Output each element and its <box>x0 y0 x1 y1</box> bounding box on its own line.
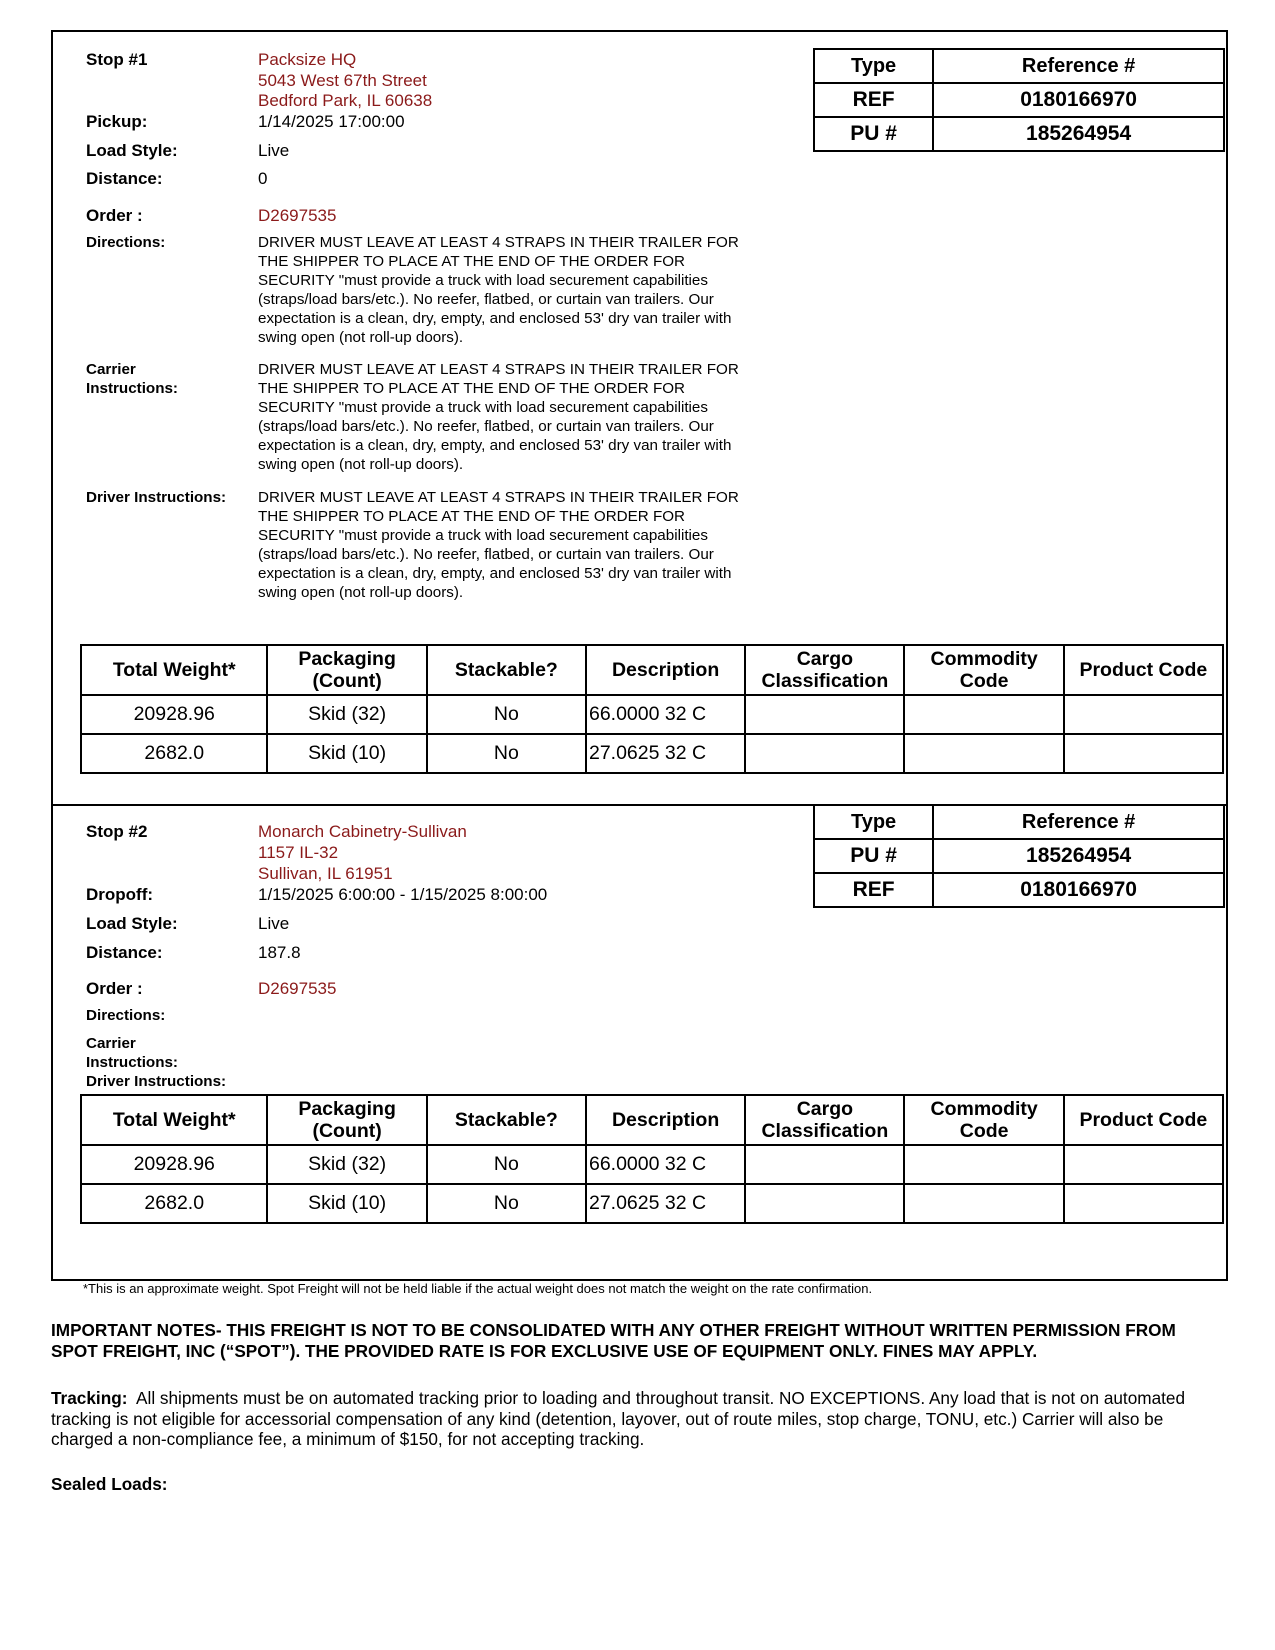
cargo-commodity <box>904 1145 1063 1184</box>
distance-label: Distance: <box>86 169 163 188</box>
ref-header-type: Type <box>814 805 933 839</box>
order-number: D2697535 <box>258 979 337 998</box>
cargo-product <box>1064 1184 1223 1223</box>
cargo-classification <box>745 1184 904 1223</box>
ref-number: 0180166970 <box>933 873 1224 907</box>
cargo-packaging: Skid (32) <box>267 1145 426 1184</box>
cargo-packaging: Skid (32) <box>267 695 426 734</box>
table-row <box>814 839 1224 873</box>
distance-label: Distance: <box>86 943 163 962</box>
table-row <box>81 734 1223 773</box>
driver-instructions-label: Driver Instructions: <box>86 1073 227 1090</box>
driver-instructions-text: DRIVER MUST LEAVE AT LEAST 4 STRAPS IN THEIR TRAILER FOR THE SHIPPER TO PLACE AT THE END OF THE ORDER FOR SECURITY "must provide a truck with load securement capabilities (straps/load bars/etc.). No reefer, flatbed, or curtain van trailers. Our expectation is a clean, dry, empty, and enclosed 53' dry van trailer with swing open (not roll-up doors). <box>258 489 739 601</box>
table-row <box>814 873 1224 907</box>
cargo-header-stackable: Stackable? <box>427 1095 586 1145</box>
cargo-commodity <box>904 1184 1063 1223</box>
cargo-weight: 2682.0 <box>81 734 267 773</box>
dropoff-label: Dropoff: <box>86 885 154 904</box>
cargo-classification <box>745 695 904 734</box>
ref-type: REF <box>814 83 933 117</box>
ref-type: REF <box>814 873 933 907</box>
dropoff-time: 1/15/2025 6:00:00 - 1/15/2025 8:00:00 <box>258 885 548 904</box>
important-notes: IMPORTANT NOTES- THIS FREIGHT IS NOT TO BE CONSOLIDATED WITH ANY OTHER FREIGHT WITHOUT WRITTEN PERMISSION FROM SPOT FREIGHT, INC (“SPOT”). THE PROVIDED RATE IS FOR EXCLUSIVE USE OF EQUIPMENT ONLY. FINES MAY APPLY. <box>51 1320 1176 1361</box>
stop-address-line1: 5043 West 67th Street <box>258 71 427 90</box>
cargo-stackable: No <box>427 1184 586 1223</box>
cargo-weight: 20928.96 <box>81 1145 267 1184</box>
pickup-time: 1/14/2025 17:00:00 <box>258 112 405 131</box>
cargo-product <box>1064 695 1223 734</box>
load-style-value: Live <box>258 914 290 933</box>
order-number: D2697535 <box>258 206 337 225</box>
tracking-text: All shipments must be on automated tracking prior to loading and throughout transit. NO EXCEPTIONS. Any load that is not on automated tracking is not eligible for accessorial compensation of any kind (detention, layover, out of route miles, stop charge, TONU, etc.) Carrier will also be charged a non-compliance fee, a minimum of $150, for not accepting tracking. <box>51 1388 1186 1449</box>
cargo-product <box>1064 734 1223 773</box>
cargo-description: 27.0625 32 C <box>586 734 745 773</box>
sealed-loads-label: Sealed Loads: <box>51 1474 168 1494</box>
stop-2-section <box>51 806 1228 1281</box>
ref-type: PU # <box>814 839 933 873</box>
table-row <box>814 117 1224 151</box>
cargo-header-commodity: Commodity Code <box>904 1095 1063 1145</box>
driver-instructions-label: Driver Instructions: <box>86 489 227 506</box>
ref-header-type: Type <box>814 49 933 83</box>
table-row <box>81 1145 1223 1184</box>
carrier-instructions-label-line2: Instructions: <box>86 1054 178 1071</box>
cargo-classification <box>745 734 904 773</box>
cargo-stackable: No <box>427 695 586 734</box>
stop-name: Monarch Cabinetry-Sullivan <box>258 822 467 841</box>
load-style-label: Load Style: <box>86 914 178 933</box>
distance-value: 187.8 <box>258 943 301 962</box>
carrier-instructions-text: DRIVER MUST LEAVE AT LEAST 4 STRAPS IN THEIR TRAILER FOR THE SHIPPER TO PLACE AT THE END OF THE ORDER FOR SECURITY "must provide a truck with load securement capabilities (straps/load bars/etc.). No reefer, flatbed, or curtain van trailers. Our expectation is a clean, dry, empty, and enclosed 53' dry van trailer with swing open (not roll-up doors). <box>258 361 739 473</box>
reference-table <box>813 804 1225 908</box>
stop-address-line2: Bedford Park, IL 60638 <box>258 91 433 110</box>
directions-label: Directions: <box>86 1007 166 1024</box>
order-label: Order : <box>86 206 143 225</box>
pickup-label: Pickup: <box>86 112 148 131</box>
stop-address-line1: 1157 IL-32 <box>258 843 339 862</box>
ref-type: PU # <box>814 117 933 151</box>
distance-value: 0 <box>258 169 268 188</box>
cargo-header-packaging: Packaging (Count) <box>267 1095 426 1145</box>
cargo-weight: 2682.0 <box>81 1184 267 1223</box>
cargo-product <box>1064 1145 1223 1184</box>
cargo-stackable: No <box>427 1145 586 1184</box>
cargo-description: 66.0000 32 C <box>586 1145 745 1184</box>
carrier-instructions-label-line1: Carrier <box>86 1035 136 1052</box>
stop-number: Stop #2 <box>86 822 148 841</box>
cargo-table <box>80 1094 1224 1224</box>
ref-number: 0180166970 <box>933 83 1224 117</box>
cargo-header-classification: Cargo Classification <box>745 1095 904 1145</box>
table-row <box>81 695 1223 734</box>
reference-table <box>813 48 1225 152</box>
cargo-table <box>80 644 1224 774</box>
ref-number: 185264954 <box>933 839 1224 873</box>
cargo-description: 66.0000 32 C <box>586 695 745 734</box>
cargo-header-weight: Total Weight* <box>81 645 267 695</box>
cargo-commodity <box>904 734 1063 773</box>
cargo-description: 27.0625 32 C <box>586 1184 745 1223</box>
cargo-header-commodity: Commodity Code <box>904 645 1063 695</box>
cargo-header-weight: Total Weight* <box>81 1095 267 1145</box>
cargo-commodity <box>904 695 1063 734</box>
weight-footnote: *This is an approximate weight. Spot Freight will not be held liable if the actual weight does not match the weight on the rate confirmation. <box>83 1281 873 1296</box>
order-label: Order : <box>86 979 143 998</box>
directions-text: DRIVER MUST LEAVE AT LEAST 4 STRAPS IN THEIR TRAILER FOR THE SHIPPER TO PLACE AT THE END OF THE ORDER FOR SECURITY "must provide a truck with load securement capabilities (straps/load bars/etc.). No reefer, flatbed, or curtain van trailers. Our expectation is a clean, dry, empty, and enclosed 53' dry van trailer with swing open (not roll-up doors). <box>258 234 739 346</box>
tracking-paragraph <box>51 1388 1226 1450</box>
cargo-header-packaging: Packaging (Count) <box>267 645 426 695</box>
cargo-header-description: Description <box>586 645 745 695</box>
cargo-header-product: Product Code <box>1064 1095 1223 1145</box>
ref-header-number: Reference # <box>933 49 1224 83</box>
cargo-packaging: Skid (10) <box>267 734 426 773</box>
cargo-classification <box>745 1145 904 1184</box>
load-style-label: Load Style: <box>86 141 178 160</box>
stop-1-section <box>51 30 1228 806</box>
ref-header-number: Reference # <box>933 805 1224 839</box>
stop-number: Stop #1 <box>86 50 148 69</box>
carrier-instructions-label-line2: Instructions: <box>86 380 178 397</box>
carrier-instructions-label-line1: Carrier <box>86 361 136 378</box>
cargo-weight: 20928.96 <box>81 695 267 734</box>
cargo-header-description: Description <box>586 1095 745 1145</box>
cargo-stackable: No <box>427 734 586 773</box>
ref-number: 185264954 <box>933 117 1224 151</box>
directions-label: Directions: <box>86 234 166 251</box>
table-row <box>81 1184 1223 1223</box>
cargo-packaging: Skid (10) <box>267 1184 426 1223</box>
cargo-header-product: Product Code <box>1064 645 1223 695</box>
table-row <box>814 83 1224 117</box>
stop-address-line2: Sullivan, IL 61951 <box>258 864 393 883</box>
cargo-header-stackable: Stackable? <box>427 645 586 695</box>
tracking-label: Tracking: <box>51 1388 128 1408</box>
load-style-value: Live <box>258 141 290 160</box>
cargo-header-classification: Cargo Classification <box>745 645 904 695</box>
stop-name: Packsize HQ <box>258 50 357 69</box>
